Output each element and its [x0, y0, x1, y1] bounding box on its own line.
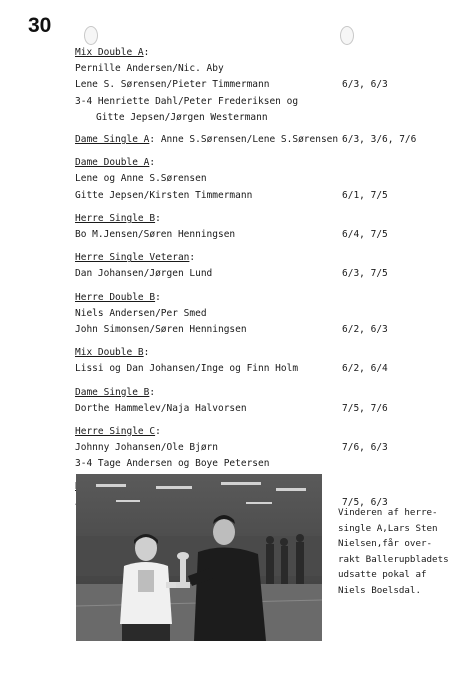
- result-row: [75, 361, 447, 377]
- match-score: 7/5, 7/6: [342, 402, 388, 414]
- section-heading: Herre Single C: [75, 425, 156, 437]
- section-heading-line: [75, 154, 447, 171]
- section-heading: Herre Single B: [75, 213, 156, 225]
- result-row: [75, 456, 447, 472]
- result-section: [75, 384, 447, 417]
- section-heading-colon: :: [143, 347, 150, 359]
- match-score: 6/2, 6/4: [342, 363, 388, 375]
- section-heading: Mix Double A: [75, 47, 144, 58]
- result-section: [75, 344, 447, 377]
- match-score: 6/3, 7/5: [342, 268, 388, 280]
- match-score: 7/6, 6/3: [342, 441, 388, 453]
- result-row: [75, 401, 447, 417]
- result-row: [75, 188, 447, 204]
- caption-line: Niels Boelsdal.: [338, 584, 421, 596]
- match-score: 6/2, 6/3: [342, 323, 388, 335]
- section-heading-line: [75, 423, 447, 440]
- caption-line: single A,Lars Sten: [338, 522, 438, 534]
- match-players: Gitte Jepsen/Jørgen Westermann: [96, 111, 268, 123]
- result-section: [75, 154, 447, 204]
- section-heading-colon: :: [149, 134, 156, 146]
- caption-line: Nielsen,får over-: [338, 538, 433, 550]
- match-score: 6/4, 7/5: [342, 229, 388, 241]
- match-players: Lissi og Dan Johansen/Inge og Finn Holm: [75, 363, 299, 375]
- result-section: [75, 249, 447, 282]
- match-score: 6/3, 3/6, 7/6: [342, 134, 417, 146]
- result-row: [75, 61, 447, 77]
- award-photo: [76, 474, 322, 641]
- section-heading-colon: :: [155, 291, 161, 303]
- result-section: [75, 44, 447, 126]
- section-heading-colon: :: [155, 425, 161, 437]
- section-heading: Herre Single Veteran: [75, 252, 190, 264]
- section-heading-colon: :: [143, 47, 150, 58]
- match-players: Johnny Johansen/Ole Bjørn: [75, 441, 218, 453]
- result-row: [75, 227, 447, 243]
- section-heading: Dame Single B: [75, 386, 150, 398]
- result-row: [75, 322, 447, 338]
- section-heading-line: [75, 344, 447, 361]
- section-heading: Mix Double B: [75, 347, 144, 359]
- section-heading-colon: :: [155, 213, 161, 225]
- section-heading-colon: :: [149, 157, 156, 169]
- result-section: [75, 423, 447, 473]
- result-row: [75, 94, 447, 110]
- section-heading-colon: :: [189, 252, 196, 264]
- photo-caption: [338, 505, 458, 599]
- section-heading-line: [75, 249, 447, 266]
- section-heading-line: [75, 44, 447, 61]
- caption-line: Vinderen af herre-: [338, 507, 438, 518]
- match-players: John Simonsen/Søren Henningsen: [75, 323, 247, 335]
- result-row: [75, 110, 447, 126]
- match-score: 6/1, 7/5: [342, 189, 388, 201]
- caption-line: rakt Ballerupbladets: [338, 553, 449, 565]
- result-row: [75, 171, 447, 187]
- results-list: [75, 44, 447, 518]
- match-players: Anne S.Sørensen/Lene S.Sørensen: [155, 134, 339, 146]
- match-players: Bo M.Jensen/Søren Henningsen: [75, 229, 236, 241]
- result-row: [75, 132, 447, 148]
- section-heading: Dame Double A: [75, 157, 150, 169]
- match-score: 6/3, 6/3: [342, 79, 388, 91]
- match-players: Pernille Andersen/Nic. Aby: [75, 63, 224, 74]
- section-heading-line: [75, 289, 447, 306]
- match-players: Gitte Jepsen/Kirsten Timmermann: [75, 189, 253, 201]
- award-photo-illustration: [76, 474, 322, 641]
- match-score: 7/5, 6/3: [342, 497, 388, 509]
- section-heading-line: [75, 210, 447, 227]
- result-row: [75, 77, 447, 93]
- match-players: 3-4 Tage Andersen og Boye Petersen: [75, 458, 270, 470]
- match-players: 3-4 Henriette Dahl/Peter Frederiksen og: [75, 95, 299, 107]
- result-section: [75, 289, 447, 339]
- page-number: 30: [28, 14, 52, 37]
- section-heading: Herre Double B: [75, 291, 156, 303]
- match-players: Lene S. Sørensen/Pieter Timmermann: [75, 79, 270, 91]
- section-heading-line: [75, 384, 447, 401]
- result-section: [75, 132, 447, 148]
- match-players: Dorthe Hammelev/Naja Halvorsen: [75, 402, 247, 414]
- result-row: [75, 306, 447, 322]
- punch-hole-right: [340, 26, 354, 45]
- result-section: [75, 210, 447, 243]
- match-players: Dan Johansen/Jørgen Lund: [75, 268, 213, 280]
- section-heading: Dame Single A: [75, 134, 150, 146]
- section-heading-colon: :: [149, 386, 156, 398]
- punch-hole-left: [84, 26, 98, 45]
- match-players: Lene og Anne S.Sørensen: [75, 173, 207, 185]
- match-players: Niels Andersen/Per Smed: [75, 307, 207, 319]
- result-row: [75, 440, 447, 456]
- caption-line: udsatte pokal af: [338, 569, 427, 581]
- result-row: [75, 266, 447, 282]
